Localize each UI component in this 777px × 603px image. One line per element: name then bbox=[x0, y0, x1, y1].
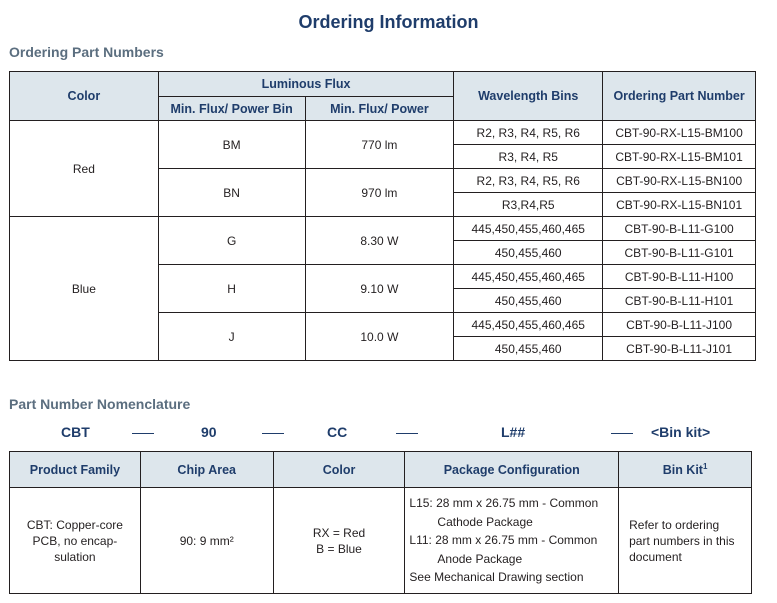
header-wavelength-bins: Wavelength Bins bbox=[454, 72, 603, 121]
flux-bin-cell: BN bbox=[158, 169, 305, 217]
nomenclature-code-row bbox=[0, 424, 777, 442]
header-color: Color bbox=[273, 452, 405, 488]
header-package-configuration: Package Configuration bbox=[405, 452, 619, 488]
part-number-cell: CBT-90-B-L11-G101 bbox=[603, 241, 756, 265]
flux-power-cell: 8.30 W bbox=[305, 217, 454, 265]
wavelength-cell: R2, R3, R4, R5, R6 bbox=[454, 121, 603, 145]
ordering-part-numbers-table bbox=[9, 71, 756, 361]
wavelength-cell: 445,450,455,460,465 bbox=[454, 313, 603, 337]
footnote-marker: 1 bbox=[702, 461, 708, 471]
wavelength-cell: 450,455,460 bbox=[454, 289, 603, 313]
section-heading-part-numbers: Ordering Part Numbers bbox=[9, 44, 164, 60]
wavelength-cell: R2, R3, R4, R5, R6 bbox=[454, 169, 603, 193]
header-min-flux-power: Min. Flux/ Power bbox=[305, 97, 454, 121]
code-package: L## bbox=[501, 424, 526, 440]
flux-power-cell: 10.0 W bbox=[305, 313, 454, 361]
flux-bin-cell: H bbox=[158, 265, 305, 313]
code-color: CC bbox=[327, 424, 348, 440]
flux-power-cell: 9.10 W bbox=[305, 265, 454, 313]
part-number-cell: CBT-90-B-L11-J101 bbox=[603, 337, 756, 361]
table-row bbox=[10, 217, 756, 241]
part-number-cell: CBT-90-B-L11-H100 bbox=[603, 265, 756, 289]
part-number-cell: CBT-90-B-L11-J100 bbox=[603, 313, 756, 337]
header-bin-kit: Bin Kit$^1$ bbox=[619, 452, 752, 488]
product-family-cell: CBT: Copper-core PCB, no encap- sulation bbox=[10, 488, 141, 594]
code-chip-area: 90 bbox=[201, 424, 217, 440]
part-number-cell: CBT-90-RX-L15-BM101 bbox=[603, 145, 756, 169]
wavelength-cell: 445,450,455,460,465 bbox=[454, 265, 603, 289]
flux-bin-cell: BM bbox=[158, 121, 305, 169]
flux-power-cell: 770 lm bbox=[305, 121, 454, 169]
package-configuration-cell: L15: 28 mm x 26.75 mm - Common Cathode Package L11: 28 mm x 26.75 mm - Common Anode Package See Mechanical Drawing section bbox=[405, 488, 619, 594]
part-number-cell: CBT-90-B-L11-G100 bbox=[603, 217, 756, 241]
color-cell: RX = Red B = Blue bbox=[273, 488, 405, 594]
code-product-family: CBT bbox=[61, 424, 90, 440]
header-min-flux-bin: Min. Flux/ Power Bin bbox=[158, 97, 305, 121]
part-number-cell: CBT-90-RX-L15-BM100 bbox=[603, 121, 756, 145]
bin-kit-cell: Refer to ordering part numbers in this document bbox=[619, 488, 752, 594]
chip-area-cell: 90: 9 mm² bbox=[140, 488, 273, 594]
code-separator bbox=[132, 433, 154, 434]
part-number-cell: CBT-90-RX-L15-BN101 bbox=[603, 193, 756, 217]
wavelength-cell: 450,455,460 bbox=[454, 241, 603, 265]
wavelength-cell: 450,455,460 bbox=[454, 337, 603, 361]
flux-bin-cell: G bbox=[158, 217, 305, 265]
code-separator bbox=[611, 433, 633, 434]
header-product-family: Product Family bbox=[10, 452, 141, 488]
part-number-cell: CBT-90-B-L11-H101 bbox=[603, 289, 756, 313]
section-heading-nomenclature: Part Number Nomenclature bbox=[9, 396, 191, 412]
code-bin-kit: <Bin kit> bbox=[651, 424, 711, 440]
header-chip-area: Chip Area bbox=[140, 452, 273, 488]
page-title: Ordering Information bbox=[298, 12, 479, 32]
code-separator bbox=[262, 433, 284, 434]
wavelength-cell: R3, R4, R5 bbox=[454, 145, 603, 169]
header-color: Color bbox=[10, 72, 159, 121]
part-number-cell: CBT-90-RX-L15-BN100 bbox=[603, 169, 756, 193]
nomenclature-table bbox=[9, 451, 752, 594]
flux-bin-cell: J bbox=[158, 313, 305, 361]
header-ordering-part-number: Ordering Part Number bbox=[603, 72, 756, 121]
ordering-table-body bbox=[10, 121, 756, 361]
header-luminous-flux: Luminous Flux bbox=[158, 72, 454, 97]
wavelength-cell: 445,450,455,460,465 bbox=[454, 217, 603, 241]
code-separator bbox=[396, 433, 418, 434]
wavelength-cell: R3,R4,R5 bbox=[454, 193, 603, 217]
color-cell: Blue bbox=[10, 217, 159, 361]
table-row bbox=[10, 121, 756, 145]
flux-power-cell: 970 lm bbox=[305, 169, 454, 217]
color-cell: Red bbox=[10, 121, 159, 217]
